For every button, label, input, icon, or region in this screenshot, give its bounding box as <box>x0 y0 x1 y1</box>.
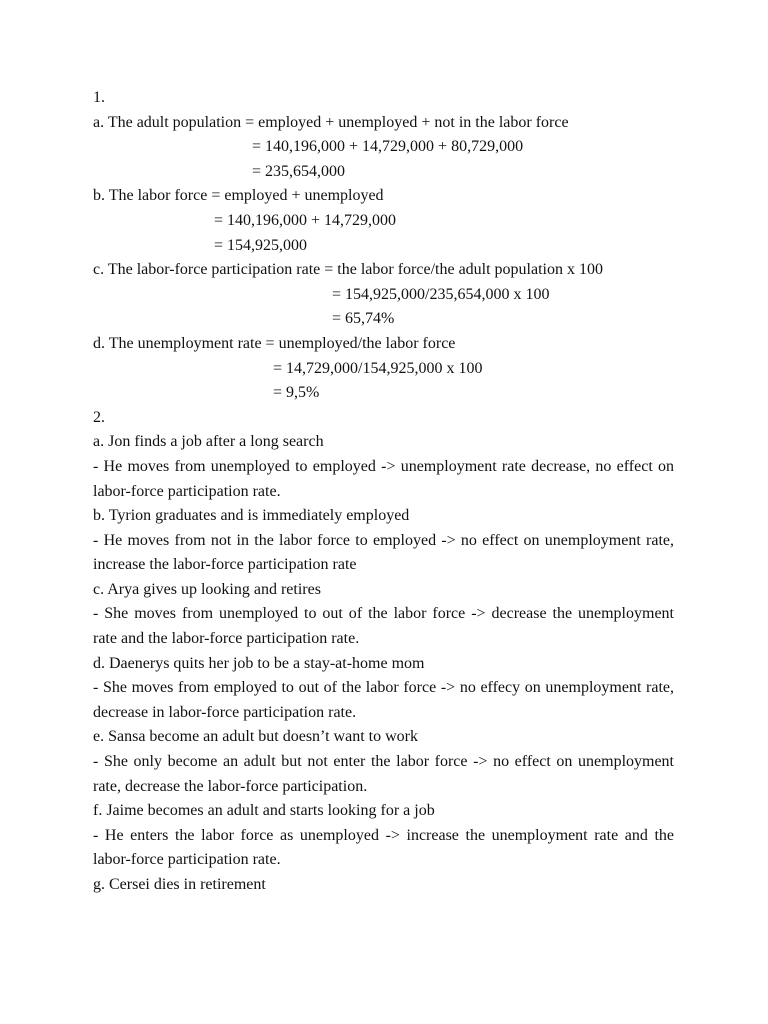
q2f-heading: f. Jaime becomes an adult and starts looking for a job <box>93 802 435 820</box>
q1a-step-2: = 235,654,000 <box>252 162 346 180</box>
q2c-heading: c. Arya gives up looking and retires <box>93 580 321 598</box>
document-body <box>93 86 674 898</box>
q2d-heading: d. Daenerys quits her job to be a stay-at-home mom <box>93 654 425 672</box>
q1b-step-1: = 140,196,000 + 14,729,000 <box>214 211 397 229</box>
q1b-heading: b. The labor force = employed + unemployed <box>93 187 384 205</box>
q1d-heading: d. The unemployment rate = unemployed/the labor force <box>93 334 456 352</box>
q1c-step-2: = 65,74% <box>332 310 395 328</box>
q2d-answer: - She moves from employed to out of the labor force -> no effecy on unemployment rate, decrease in labor-force participation rate. <box>93 679 674 721</box>
question-1-number: 1. <box>93 89 105 106</box>
q1a-heading: a. The adult population = employed + unemployed + not in the labor force <box>93 113 569 131</box>
q2b-answer: - He moves from not in the labor force to employed -> no effect on unemployment rate, increase the labor-force participation rate <box>93 531 674 574</box>
question-2-number: 2. <box>93 408 105 426</box>
q2g-heading: g. Cersei dies in retirement <box>93 876 266 893</box>
q2c-answer: - She moves from unemployed to out of the labor force -> decrease the unemployment rate and the labor-force participation rate. <box>93 605 674 648</box>
q2a-heading: a. Jon finds a job after a long search <box>93 433 324 451</box>
q2e-heading: e. Sansa become an adult but doesn’t want to work <box>93 728 418 746</box>
q1d-step-1: = 14,729,000/154,925,000 x 100 <box>273 359 483 377</box>
q1d-step-2: = 9,5% <box>273 384 320 402</box>
q1c-heading: c. The labor-force participation rate = the labor force/the adult population x 100 <box>93 261 603 279</box>
q1b-step-2: = 154,925,000 <box>214 236 308 254</box>
q2a-answer: - He moves from unemployed to employed -> unemployment rate decrease, no effect on labor-force participation rate. <box>93 457 674 500</box>
q1a-step-1: = 140,196,000 + 14,729,000 + 80,729,000 <box>252 138 524 156</box>
q2e-answer: - She only become an adult but not enter the labor force -> no effect on unemployment rate, decrease the labor-force participation. <box>93 753 674 795</box>
q2b-heading: b. Tyrion graduates and is immediately employed <box>93 507 410 525</box>
q1c-step-1: = 154,925,000/235,654,000 x 100 <box>332 285 550 303</box>
q2f-answer: - He enters the labor force as unemployed -> increase the unemployment rate and the labor-force participation rate. <box>93 826 674 869</box>
